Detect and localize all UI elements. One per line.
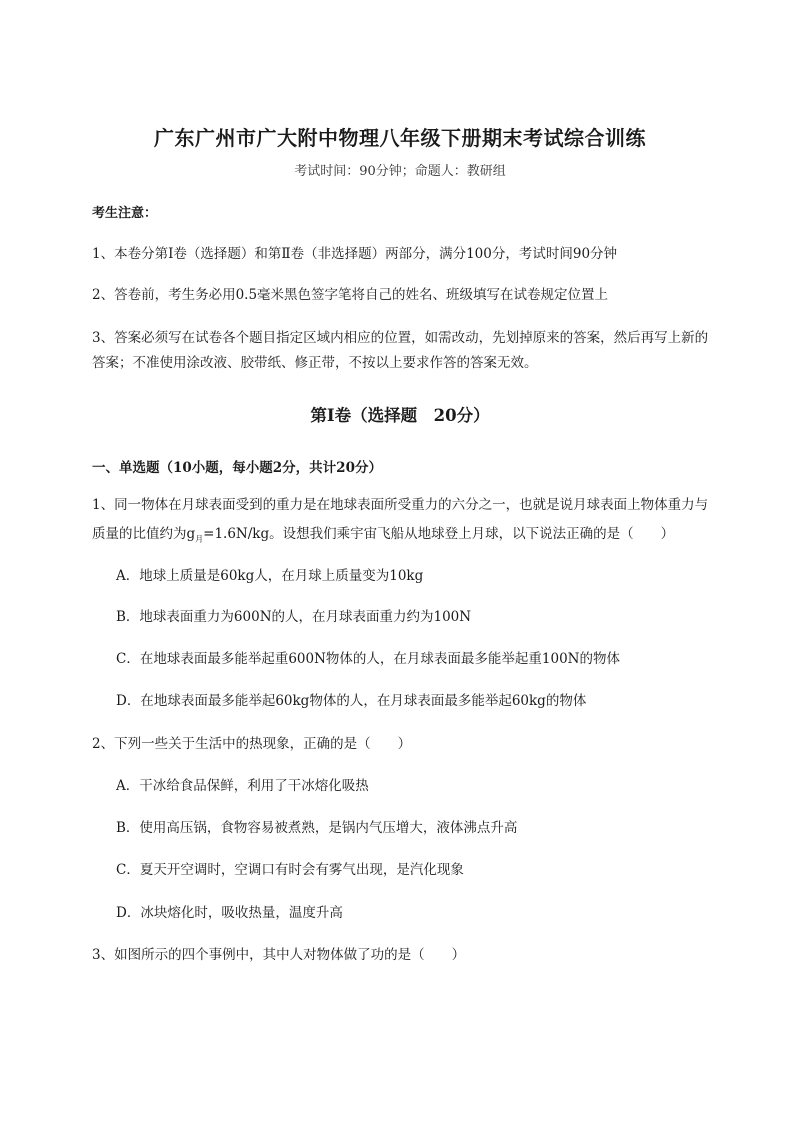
notice-item-1: 1、本卷分第I卷（选择题）和第Ⅱ卷（非选择题）两部分，满分100分，考试时间90分钟 — [92, 246, 618, 262]
exam-info: 考试时间：90分钟；命题人：教研组 — [294, 164, 506, 179]
question-1-stem-rest: =1.6N/kg。设想我们乘宇宙飞船从地球登上月球，以下说法正确的是（ ） — [203, 526, 675, 542]
notice-item-3: 3、答案必须写在试卷各个题目指定区域内相应的位置，如需改动，先划掉原来的答案，然后再写上新的答案；不准使用涂改液、胶带纸、修正带，不按以上要求作答的答案无效。 — [92, 330, 709, 371]
page-title: 广东广州市广大附中物理八年级下册期末考试综合训练 — [154, 126, 646, 150]
question-2-option-b[interactable]: B．使用高压锅，食物容易被煮熟，是锅内气压增大，液体沸点升高 — [116, 820, 518, 836]
part-heading: 一、单选题（10小题，每小题2分，共计20分） — [92, 460, 382, 476]
question-2-option-d[interactable]: D．冰块熔化时，吸收热量，温度升高 — [116, 905, 343, 921]
question-1-option-c[interactable]: C．在地球表面最多能举起重600N物体的人，在月球表面最多能举起重100N的物体 — [116, 651, 620, 667]
question-1-stem-text: 1、同一物体在月球表面受到的重力是在地球表面所受重力的六分之一，也就是说月球表面上物体重力与质量的比值约为g — [92, 497, 709, 542]
question-1-option-d[interactable]: D．在地球表面最多能举起60kg物体的人，在月球表面最多能举起60kg的物体 — [116, 693, 587, 709]
question-3-stem: 3、如图所示的四个事例中，其中人对物体做了功的是（ ） — [92, 947, 466, 963]
question-1-subscript: 月 — [195, 534, 204, 544]
question-1-option-b[interactable]: B．地球表面重力为600N的人，在月球表面重力约为100N — [116, 609, 472, 625]
question-1-stem — [92, 491, 712, 554]
notice-item-2: 2、答卷前，考生务必用0.5毫米黑色签字笔将自己的姓名、班级填写在试卷规定位置上 — [92, 287, 609, 303]
section-title: 第I卷（选择题 20分） — [310, 406, 490, 425]
notice-heading: 考生注意： — [92, 206, 158, 221]
question-2-option-c[interactable]: C．夏天开空调时，空调口有时会有雾气出现，是汽化现象 — [116, 862, 464, 878]
question-1-option-a[interactable]: A．地球上质量是60kg人，在月球上质量变为10kg — [116, 568, 424, 584]
question-2-option-a[interactable]: A．干冰给食品保鲜，利用了干冰熔化吸热 — [116, 778, 369, 794]
question-2-stem: 2、下列一些关于生活中的热现象，正确的是（ ） — [92, 736, 412, 752]
